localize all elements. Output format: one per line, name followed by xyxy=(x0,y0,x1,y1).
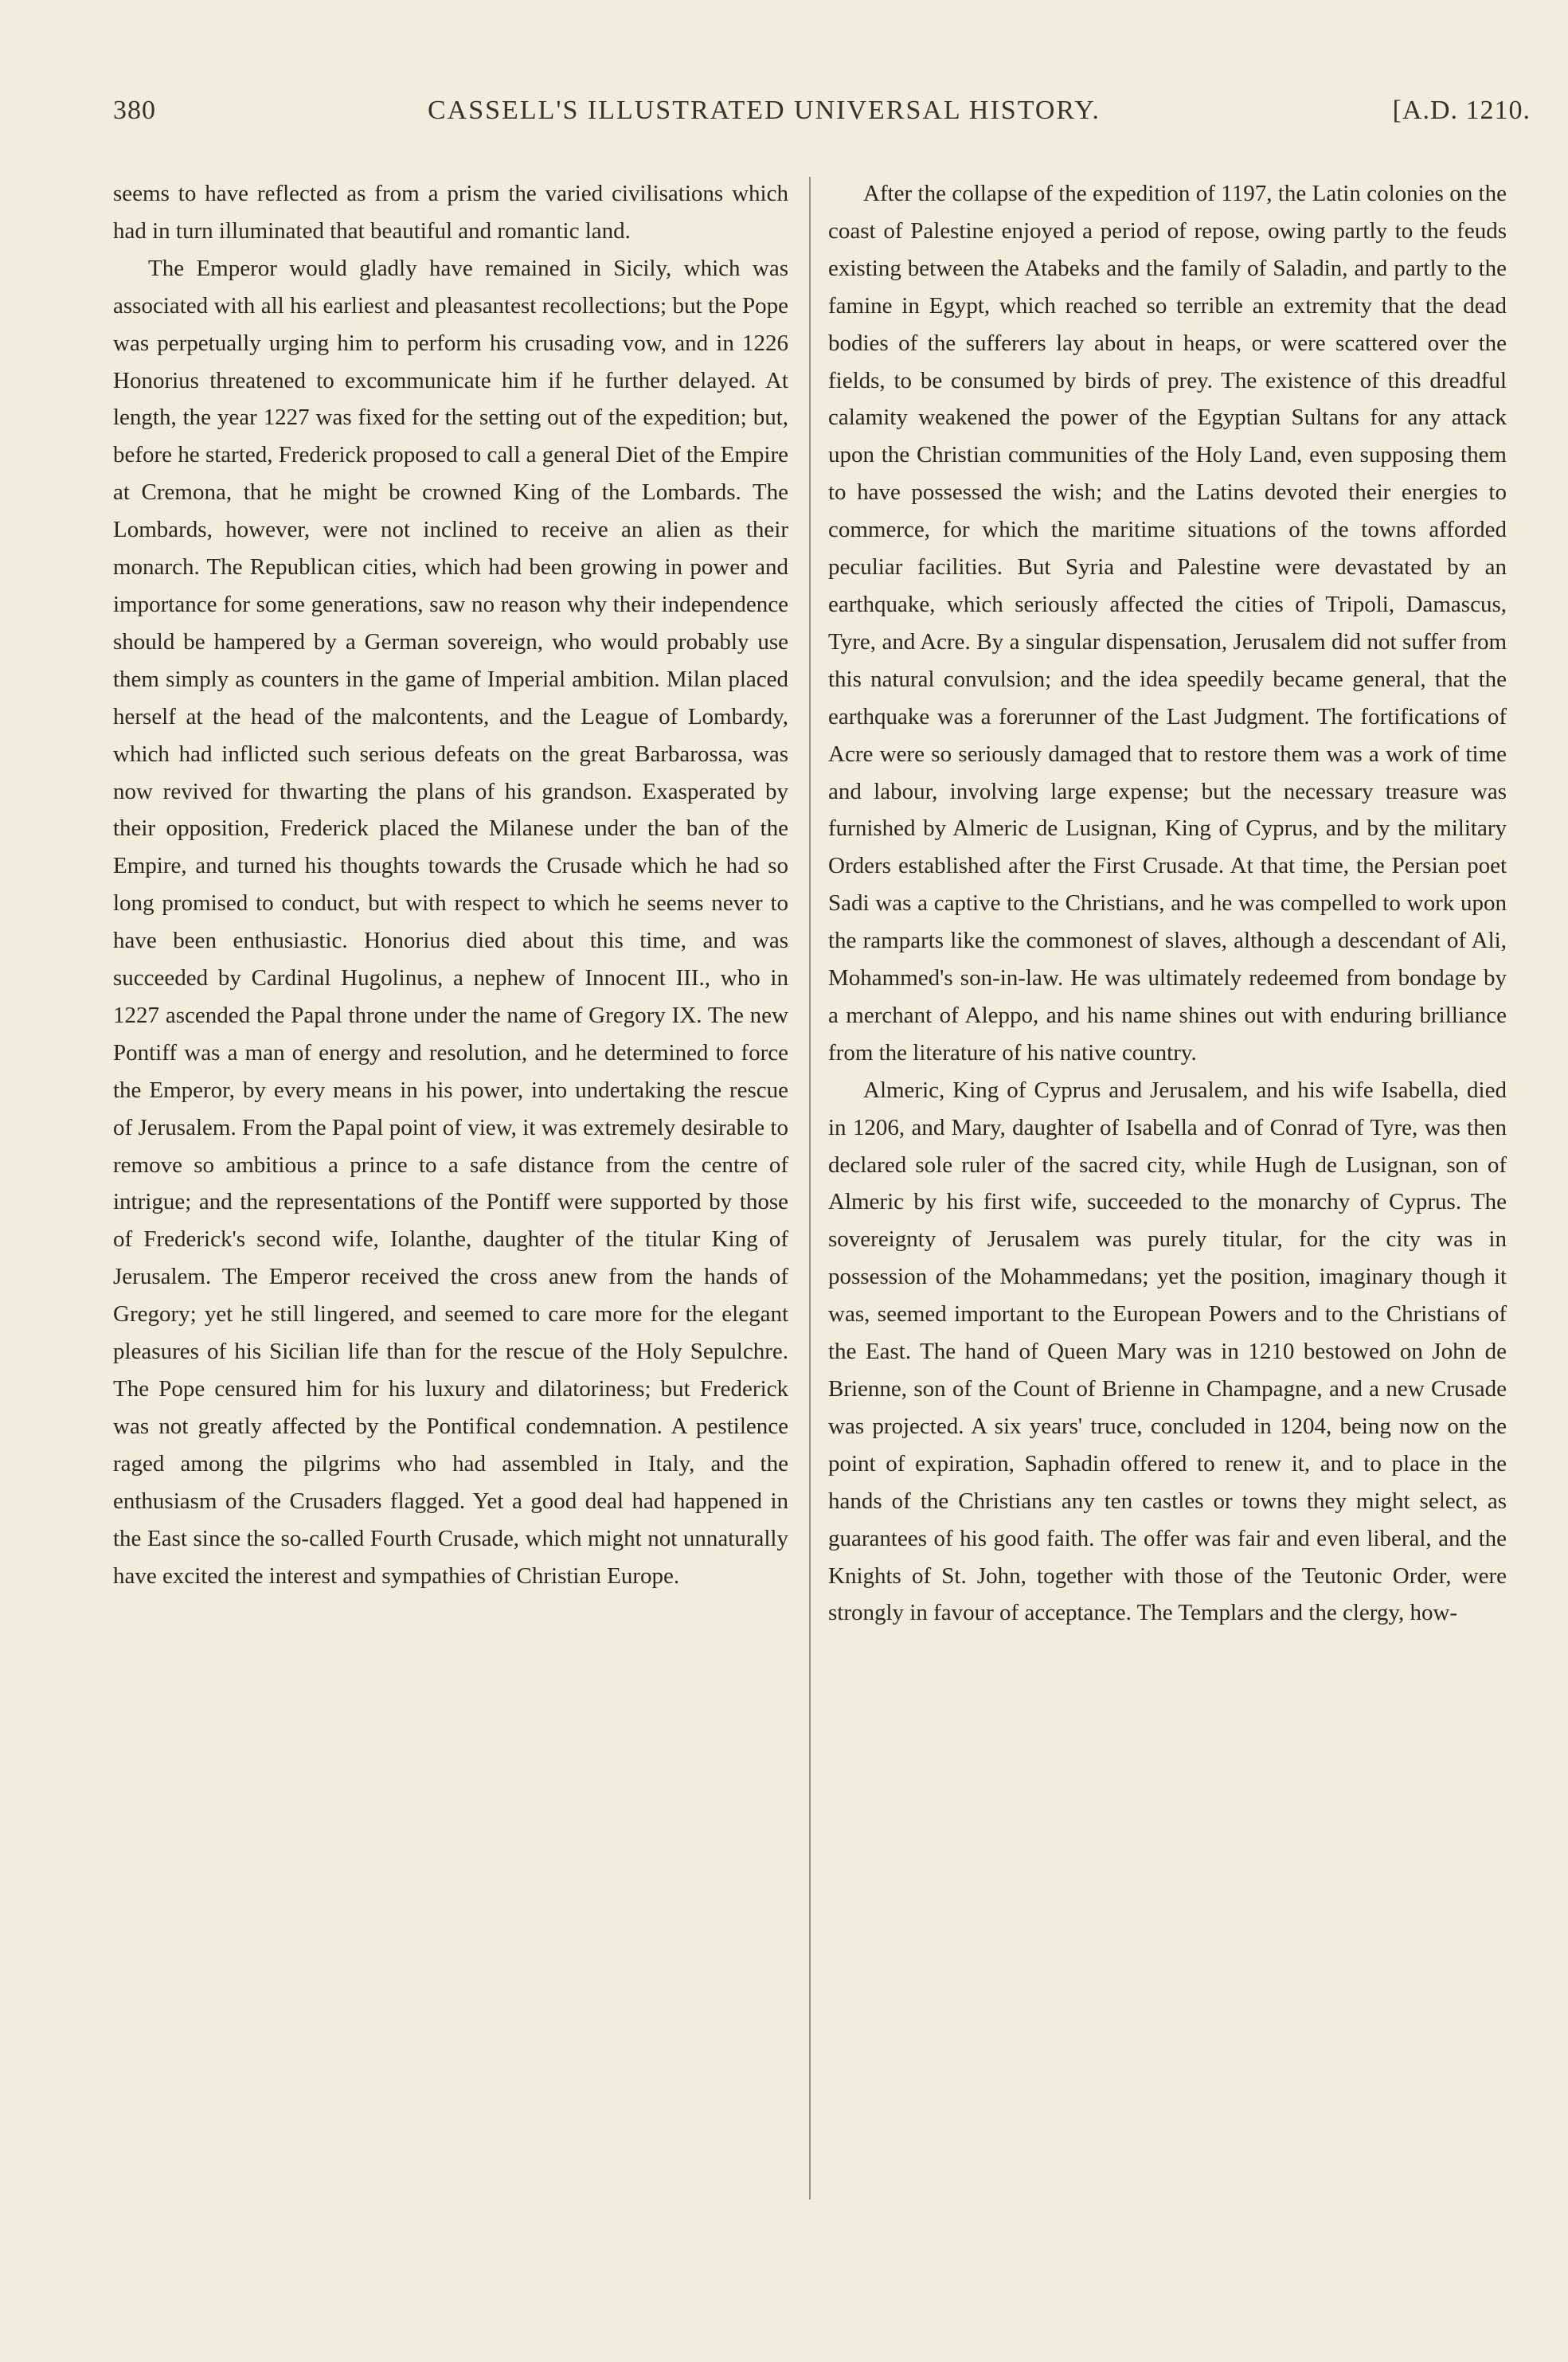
running-title: CASSELL'S ILLUSTRATED UNIVERSAL HISTORY. xyxy=(428,96,1101,125)
paragraph: After the collapse of the expedition of 1197, the Latin colonies on the coast of Palestine enjoyed a period of repose, owing partly to the feuds existing between the Atabeks and the family of Saladin, and partly to the famine in Egypt, which reached so terrible an extremity that the dead bodies of the sufferers lay about in heaps, or were scattered over the fields, to be consumed by birds of prey. The existence of this dreadful calamity weakened the power of the Egyptian Sultans for any attack upon the Christian communities of the Holy Land, even supposing them to have possessed the wish; and the Latins devoted their energies to commerce, for which the maritime situations of the towns afforded peculiar facilities. But Syria and Palestine were devastated by an earthquake, which seriously affected the cities of Tripoli, Damascus, Tyre, and Acre. By a singular dispensation, Jerusalem did not suffer from this natural convulsion; and the idea speedily became general, that the earthquake was a forerunner of the Last Judgment. The fortifications of Acre were so seriously damaged that to restore them was a work of time and labour, involving large expense; but the necessary treasure was furnished by Almeric de Lusignan, King of Cyprus, and by the military Orders established after the First Crusade. At that time, the Persian poet Sadi was a captive to the Christians, and he was compelled to work upon the ramparts like the commonest of slaves, although a descendant of Ali, Mohammed's son-in-law. He was ultimately redeemed from bondage by a merchant of Aleppo, and his name shines out with enduring brilliance from the literature of his native country. xyxy=(828,181,1507,1066)
left-column xyxy=(113,175,788,1594)
column-divider xyxy=(809,177,811,2200)
paragraph: The Emperor would gladly have remained in Sicily, which was associated with all his earliest and pleasantest recollections; but the Pope was perpetually urging him to perform his crusading vow, and in 1226 Honorius threatened to excommunicate him if he further delayed. At length, the year 1227 was fixed for the setting out of the expedition; but, before he started, Frederick proposed to call a general Diet of the Empire at Cremona, that he might be crowned King of the Lombards. The Lombards, however, were not inclined to receive an alien as their monarch. The Republican cities, which had been growing in power and importance for some generations, saw no reason why their independence should be hampered by a German sovereign, who would probably use them simply as counters in the game of Imperial ambition. Milan placed herself at the head of the malcontents, and the League of Lombardy, which had inflicted such serious defeats on the great Barbarossa, was now revived for thwarting the plans of his grandson. Exasperated by their opposition, Frederick placed the Milanese under the ban of the Empire, and turned his thoughts towards the Crusade which he had so long promised to conduct, but with respect to which he seems never to have been enthusiastic. Honorius died about this time, and was succeeded by Cardinal Hugolinus, a nephew of Innocent III., who in 1227 ascended the Papal throne under the name of Gregory IX. The new Pontiff was a man of energy and resolution, and he determined to force the Emperor, by every means in his power, into undertaking the rescue of Jerusalem. From the Papal point of view, it was extremely desirable to remove so ambitious a prince to a safe distance from the centre of intrigue; and the representations of the Pontiff were supported by those of Frederick's second wife, Iolanthe, daughter of the titular King of Jerusalem. The Emperor received the cross anew from the hands of Gregory; yet he still lingered, and seemed to care more for the elegant pleasures of his Sicilian life than for the rescue of the Holy Sepulchre. The Pope censured him for his luxury and dilatoriness; but Frederick was not greatly affected by the Pontifical condemnation. A pestilence raged among the pilgrims who had assembled in Italy, and the enthusiasm of the Crusaders flagged. Yet a good deal had happened in the East since the so-called Fourth Crusade, which might not unnaturally have excited the interest and sympathies of Christian Europe. xyxy=(113,255,788,1589)
paragraph: seems to have reflected as from a prism the varied civilisations which had in turn illuminated that beautiful and romantic land. xyxy=(113,181,788,244)
page-number: 380 xyxy=(113,96,156,125)
paragraph: Almeric, King of Cyprus and Jerusalem, and his wife Isabella, died in 1206, and Mary, daughter of Isabella and of Conrad of Tyre, was then declared sole ruler of the sacred city, while Hugh de Lusignan, son of Almeric by his first wife, succeeded to the monarchy of Cyprus. The sovereignty of Jerusalem was purely titular, for the city was in possession of the Mohammedans; yet the position, imaginary though it was, seemed important to the European Powers and to the Christians of the East. The hand of Queen Mary was in 1210 bestowed on John de Brienne, son of the Count of Brienne in Champagne, and a new Crusade was projected. A six years' truce, concluded in 1204, being now on the point of expiration, Saphadin offered to renew it, and to place in the hands of the Christians any ten castles or towns they might select, as guarantees of his good faith. The offer was fair and even liberal, and the Knights of St. John, together with those of the Teutonic Order, were strongly in favour of acceptance. The Templars and the clergy, how- xyxy=(828,1077,1507,1626)
page-header xyxy=(113,96,1531,135)
date-reference: [A.D. 1210. xyxy=(1392,96,1531,125)
right-column xyxy=(828,175,1507,1632)
